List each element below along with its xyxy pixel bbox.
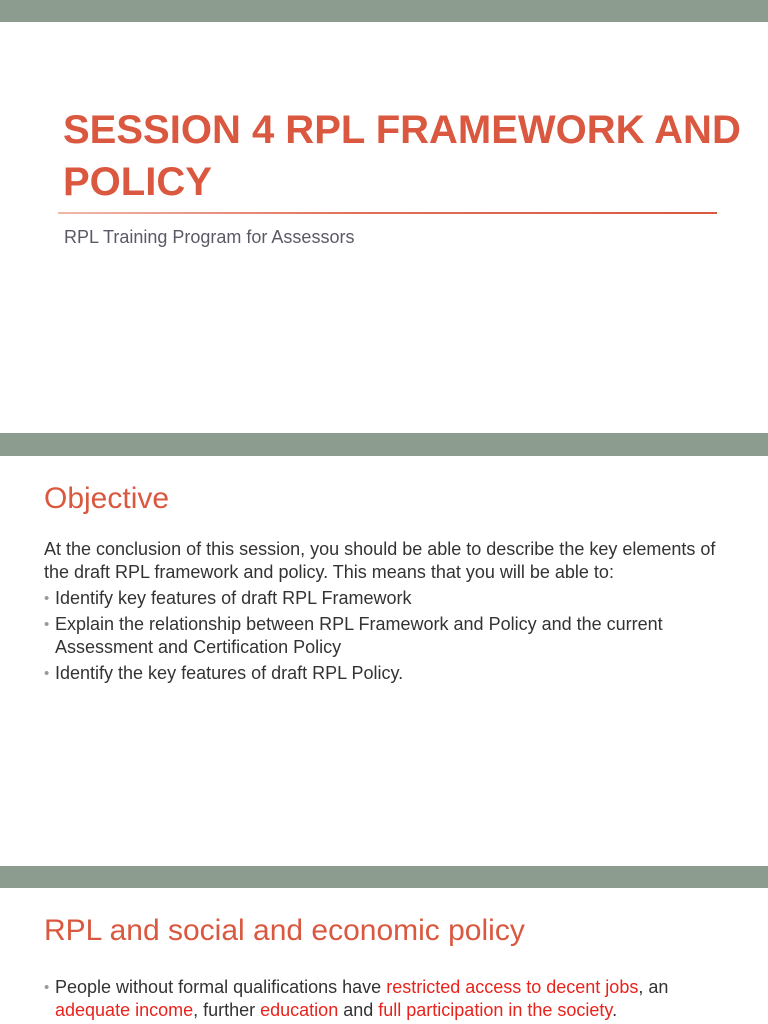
- list-item: [44, 613, 724, 659]
- highlighted-text: restricted access to decent jobs: [386, 977, 639, 997]
- slide-body: [44, 538, 724, 685]
- bullet-icon: •: [44, 616, 50, 633]
- title-divider: [58, 212, 717, 214]
- highlighted-text: adequate income: [55, 1000, 194, 1020]
- bullet-text-plain: .: [612, 1000, 618, 1020]
- slide-subtitle: RPL Training Program for Assessors: [64, 227, 355, 247]
- bullet-text-plain: , an: [638, 977, 669, 997]
- slide-social-economic-policy[interactable]: [0, 888, 768, 1024]
- highlighted-text: full participation in the society: [378, 1000, 613, 1020]
- bullet-icon: •: [44, 665, 50, 682]
- bullet-icon: •: [44, 979, 50, 996]
- bullet-text-plain: People without formal qualifications have: [55, 977, 387, 997]
- intro-paragraph: At the conclusion of this session, you should be able to describe the key elements of the draft RPL framework and policy. This means that you will be able to:: [44, 539, 716, 582]
- list-item: [44, 662, 724, 685]
- bullet-text: Identify key features of draft RPL Framework: [55, 588, 412, 608]
- objective-bullet-list: [44, 587, 724, 685]
- bullet-icon: •: [44, 590, 50, 607]
- bullet-text: Explain the relationship between RPL Framework and Policy and the current Assessment and Certification Policy: [55, 614, 663, 657]
- list-item: [44, 976, 724, 1022]
- slide-title[interactable]: [0, 22, 768, 433]
- slide-separator-bar: [0, 866, 768, 888]
- slide-body: [44, 973, 724, 1022]
- list-item: [44, 587, 724, 610]
- highlighted-text: education: [260, 1000, 339, 1020]
- slide-objective[interactable]: [0, 456, 768, 866]
- bullet-text: Identify the key features of draft RPL Policy.: [55, 663, 404, 683]
- policy-bullet-list: [44, 976, 724, 1022]
- slide-separator-bar: [0, 0, 768, 22]
- bullet-text-plain: and: [338, 1000, 379, 1020]
- slide-separator-bar: [0, 433, 768, 456]
- slide-title-heading: SESSION 4 RPL FRAMEWORK AND POLICY: [63, 108, 741, 204]
- slide-heading: RPL and social and economic policy: [44, 914, 525, 947]
- slide-heading: Objective: [44, 482, 170, 515]
- bullet-text-plain: , further: [193, 1000, 261, 1020]
